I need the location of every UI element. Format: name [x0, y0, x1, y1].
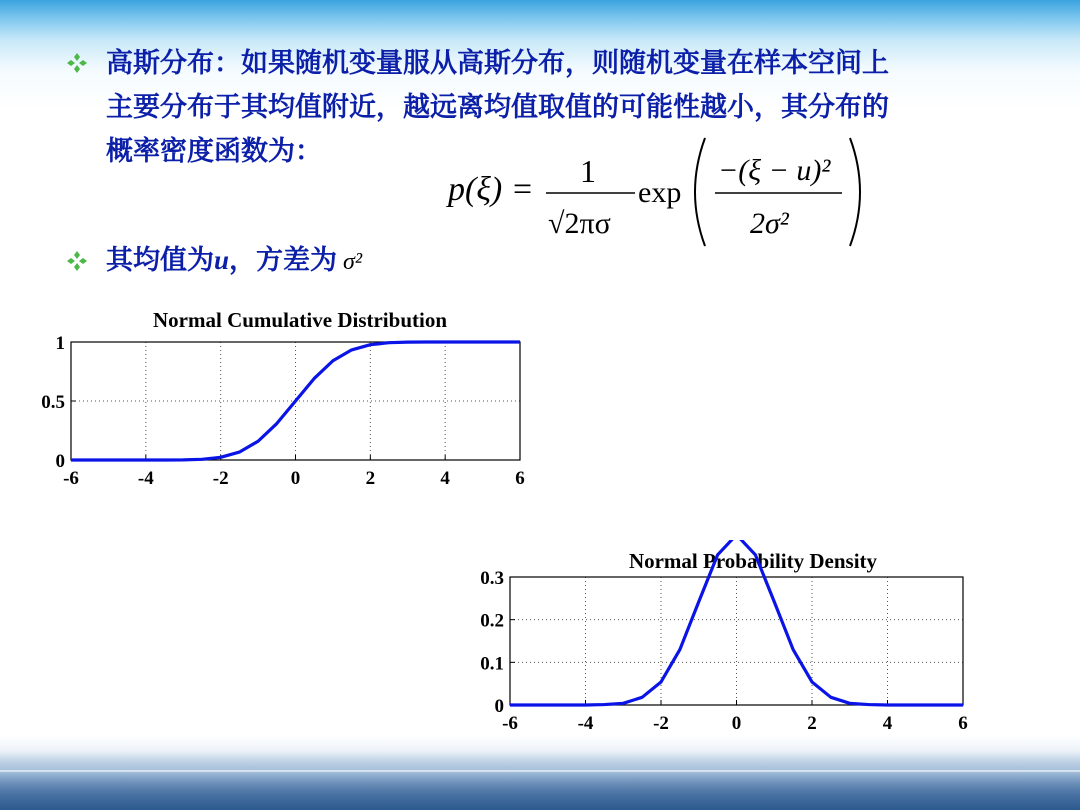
variance-symbol: σ²	[343, 249, 363, 275]
cdf-xtick-label: -6	[63, 468, 79, 489]
cdf-xtick-label: 6	[515, 468, 525, 489]
bullet2-prefix: 其均值为	[106, 245, 214, 276]
diamond-bullet-icon	[66, 52, 88, 74]
formula-inner-numerator: −(ξ − u)²	[718, 154, 831, 187]
pdf-xtick-label: -2	[653, 713, 669, 734]
cdf-ytick-label: 0.5	[41, 392, 65, 413]
pdf-ytick-label: 0	[494, 696, 504, 717]
cdf-xtick-label: 4	[440, 468, 450, 489]
pdf-xtick-label: 6	[958, 713, 968, 734]
pdf-chart-title: Normal Probability Density	[628, 549, 878, 573]
pdf-chart	[455, 540, 980, 745]
formula-exp: exp	[638, 176, 682, 209]
cdf-xtick-label: 0	[290, 468, 301, 489]
pdf-xtick-label: 2	[807, 713, 817, 734]
formula-inner-denominator: 2σ²	[750, 207, 789, 240]
pdf-xtick-label: 0	[731, 713, 742, 734]
cdf-xtick-label: -4	[137, 468, 154, 489]
bullet1-line1: 高斯分布：如果随机变量服从高斯分布，则随机变量在样本空间上	[106, 48, 889, 79]
cdf-xtick-label: 2	[365, 468, 376, 489]
footer-band	[0, 752, 1080, 810]
pdf-xtick-label: -6	[502, 713, 518, 734]
cdf-chart-title: Normal Cumulative Distribution	[153, 308, 447, 332]
bullet2-middle: ，方差为	[229, 245, 338, 276]
cdf-chart	[20, 300, 540, 515]
bullet2-line	[106, 247, 362, 274]
pdf-ytick-label: 0.1	[480, 653, 504, 675]
formula-denominator: √2πσ	[548, 207, 611, 240]
cdf-ytick-label: 0	[55, 451, 65, 472]
diamond-bullet-icon	[66, 250, 88, 272]
pdf-xtick-label: -4	[577, 713, 594, 734]
cdf-plot-area	[41, 333, 525, 489]
bullet2-u: u	[214, 245, 230, 275]
pdf-xtick-label: 4	[882, 713, 893, 734]
bullet1-line2: 主要分布于其均值附近，越远离均值取值的可能性越小，其分布的	[106, 92, 889, 123]
pdf-ytick-label: 0.2	[480, 610, 504, 632]
bullet1-line3: 概率密度函数为：	[106, 136, 322, 167]
cdf-xtick-label: -2	[212, 468, 229, 489]
gaussian-formula	[430, 130, 870, 255]
formula-lhs: p(ξ) =	[448, 171, 534, 208]
cdf-ytick-label: 1	[55, 333, 65, 354]
pdf-ytick-label: 0.3	[480, 568, 504, 589]
formula-numerator: 1	[580, 153, 596, 189]
